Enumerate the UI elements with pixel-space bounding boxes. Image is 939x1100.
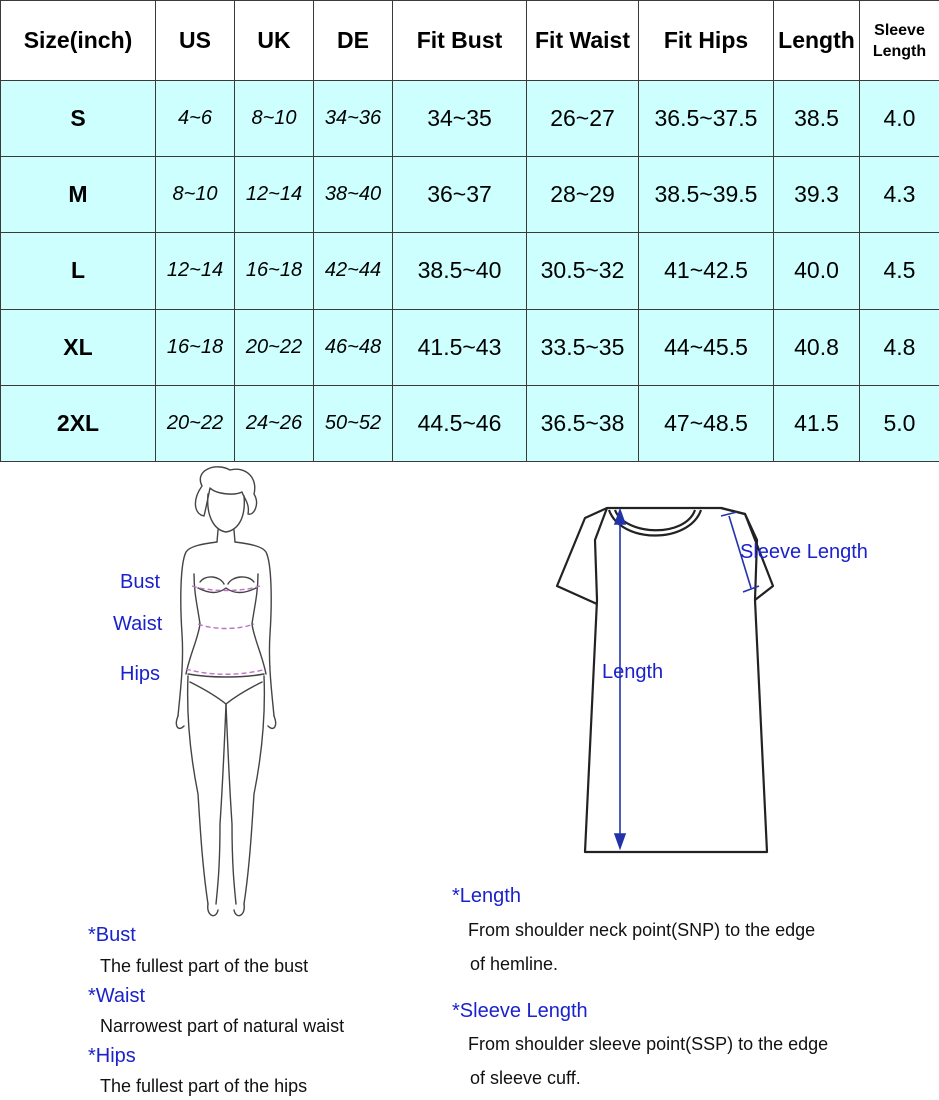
cell-bust: 38.5~40 bbox=[393, 233, 527, 309]
header-sleeve-line1: Sleeve bbox=[874, 21, 925, 39]
cell-waist: 36.5~38 bbox=[527, 385, 639, 461]
header-fit-bust: Fit Bust bbox=[393, 1, 527, 81]
cell-sleeve: 4.0 bbox=[860, 81, 939, 157]
cell-length: 39.3 bbox=[774, 157, 860, 233]
size-chart-table bbox=[0, 0, 939, 462]
note-length-text-1: From shoulder neck point(SNP) to the edge bbox=[468, 920, 816, 940]
header-sleeve-length bbox=[860, 1, 939, 81]
header-size: Size(inch) bbox=[1, 1, 156, 81]
table-header-row bbox=[1, 1, 939, 81]
cell-hips: 41~42.5 bbox=[639, 233, 774, 309]
note-bust-text: The fullest part of the bust bbox=[100, 956, 309, 976]
bust-label: Bust bbox=[120, 571, 161, 593]
cell-de: 50~52 bbox=[314, 385, 393, 461]
cell-de: 46~48 bbox=[314, 309, 393, 385]
cell-bust: 44.5~46 bbox=[393, 385, 527, 461]
note-length-title: *Length bbox=[452, 885, 521, 907]
cell-waist: 33.5~35 bbox=[527, 309, 639, 385]
cell-length: 41.5 bbox=[774, 385, 860, 461]
cell-us: 8~10 bbox=[156, 157, 235, 233]
table-row bbox=[1, 309, 939, 385]
cell-bust: 34~35 bbox=[393, 81, 527, 157]
note-sleeve-title: *Sleeve Length bbox=[452, 1000, 588, 1022]
cell-size: XL bbox=[1, 309, 156, 385]
header-uk: UK bbox=[235, 1, 314, 81]
cell-hips: 44~45.5 bbox=[639, 309, 774, 385]
header-fit-hips: Fit Hips bbox=[639, 1, 774, 81]
cell-us: 12~14 bbox=[156, 233, 235, 309]
cell-uk: 8~10 bbox=[235, 81, 314, 157]
waist-measure-line bbox=[198, 624, 254, 629]
note-bust-title: *Bust bbox=[88, 924, 136, 946]
cell-size: L bbox=[1, 233, 156, 309]
note-waist-title: *Waist bbox=[88, 985, 146, 1007]
cell-de: 42~44 bbox=[314, 233, 393, 309]
header-sleeve-line2: Length bbox=[872, 42, 927, 60]
header-fit-waist: Fit Waist bbox=[527, 1, 639, 81]
table-body bbox=[1, 81, 939, 462]
cell-hips: 47~48.5 bbox=[639, 385, 774, 461]
header-us: US bbox=[156, 1, 235, 81]
cell-us: 16~18 bbox=[156, 309, 235, 385]
table-row bbox=[1, 385, 939, 461]
cell-hips: 38.5~39.5 bbox=[639, 157, 774, 233]
note-waist-text: Narrowest part of natural waist bbox=[100, 1016, 345, 1036]
cell-length: 40.0 bbox=[774, 233, 860, 309]
table-row bbox=[1, 81, 939, 157]
length-arrow-bottom bbox=[615, 834, 625, 848]
cell-waist: 30.5~32 bbox=[527, 233, 639, 309]
length-label: Length bbox=[602, 661, 664, 683]
cell-length: 40.8 bbox=[774, 309, 860, 385]
sleeve-length-label: Sleeve Length bbox=[740, 541, 868, 563]
cell-bust: 36~37 bbox=[393, 157, 527, 233]
hips-label: Hips bbox=[120, 663, 161, 685]
note-length-text-2: of hemline. bbox=[470, 954, 559, 974]
waist-label: Waist bbox=[113, 613, 163, 635]
note-hips-text: The fullest part of the hips bbox=[100, 1076, 308, 1096]
cell-bust: 41.5~43 bbox=[393, 309, 527, 385]
cell-uk: 12~14 bbox=[235, 157, 314, 233]
cell-us: 4~6 bbox=[156, 81, 235, 157]
cell-de: 34~36 bbox=[314, 81, 393, 157]
note-sleeve-text-2: of sleeve cuff. bbox=[470, 1068, 581, 1088]
header-length: Length bbox=[774, 1, 860, 81]
cell-length: 38.5 bbox=[774, 81, 860, 157]
hips-measure-line bbox=[186, 669, 266, 674]
cell-sleeve: 5.0 bbox=[860, 385, 939, 461]
cell-uk: 16~18 bbox=[235, 233, 314, 309]
cell-size: M bbox=[1, 157, 156, 233]
cell-us: 20~22 bbox=[156, 385, 235, 461]
cell-sleeve: 4.3 bbox=[860, 157, 939, 233]
body-measurement-illustration bbox=[150, 464, 300, 924]
cell-de: 38~40 bbox=[314, 157, 393, 233]
note-hips-title: *Hips bbox=[88, 1045, 136, 1067]
cell-sleeve: 4.5 bbox=[860, 233, 939, 309]
header-de: DE bbox=[314, 1, 393, 81]
cell-hips: 36.5~37.5 bbox=[639, 81, 774, 157]
cell-size: 2XL bbox=[1, 385, 156, 461]
woman-figure-drawing bbox=[150, 464, 300, 924]
cell-size: S bbox=[1, 81, 156, 157]
cell-uk: 24~26 bbox=[235, 385, 314, 461]
cell-waist: 26~27 bbox=[527, 81, 639, 157]
table-row bbox=[1, 157, 939, 233]
note-sleeve-text-1: From shoulder sleeve point(SSP) to the edge bbox=[468, 1034, 829, 1054]
cell-uk: 20~22 bbox=[235, 309, 314, 385]
table-row bbox=[1, 233, 939, 309]
cell-sleeve: 4.8 bbox=[860, 309, 939, 385]
cell-waist: 28~29 bbox=[527, 157, 639, 233]
